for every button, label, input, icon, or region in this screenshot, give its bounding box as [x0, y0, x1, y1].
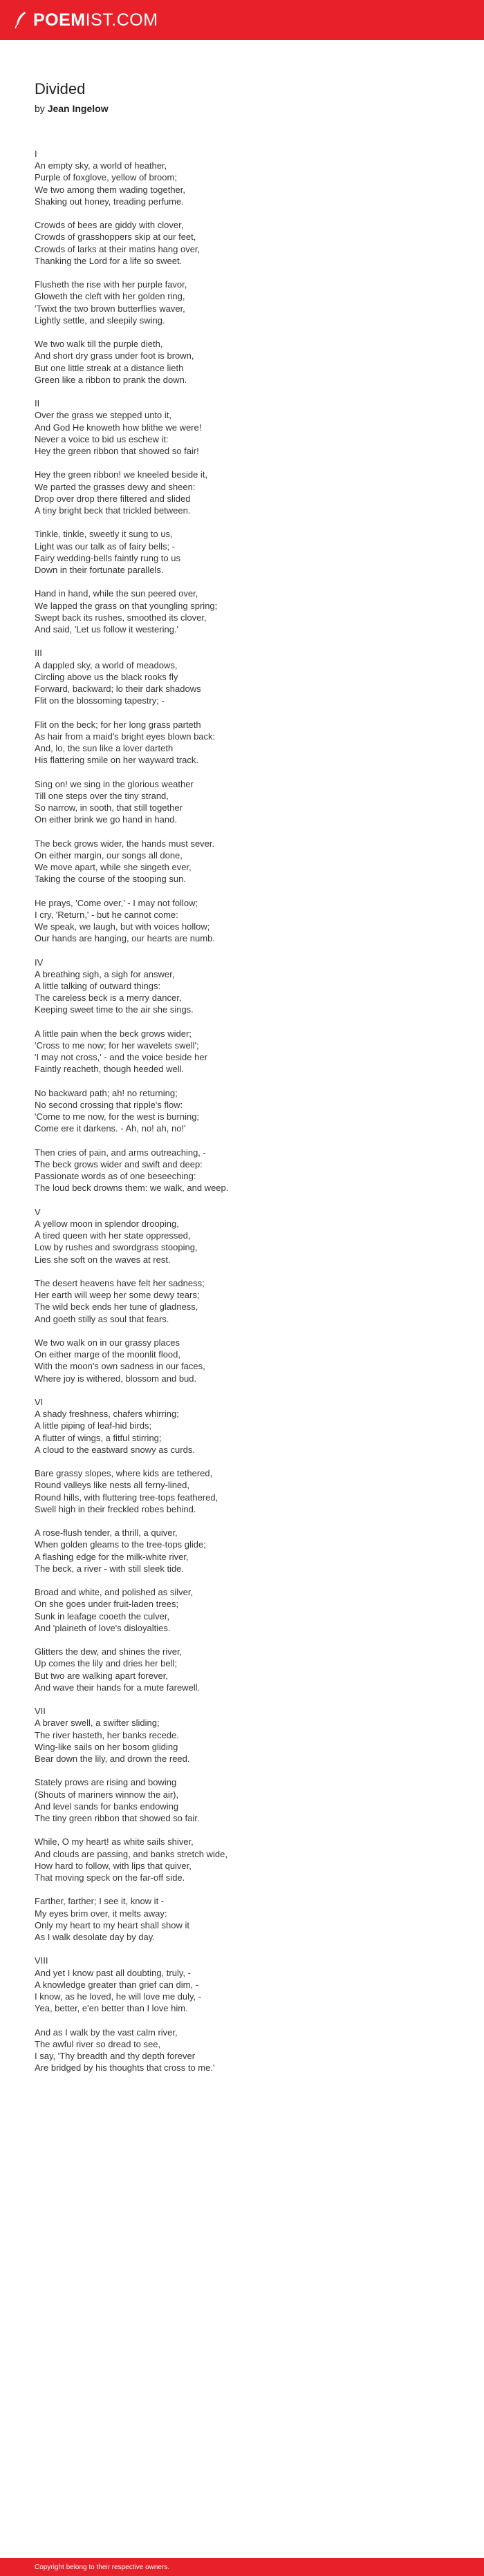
- stanza: [35, 528, 449, 576]
- stanza: [35, 160, 449, 207]
- poem-line: The loud beck drowns them: we walk, and weep.: [35, 1183, 229, 1194]
- poem-line: Forward, backward; lo their dark shadows: [35, 684, 201, 695]
- stanza: [35, 1836, 449, 1883]
- section-number: VIII: [35, 1955, 48, 1966]
- poem-line: Down in their fortunate parallels.: [35, 565, 164, 576]
- logo-text-light: IST.COM: [85, 10, 158, 30]
- stanza: [35, 587, 449, 635]
- poem-line: Round valleys like nests all ferny-lined,: [35, 1480, 189, 1491]
- stanza: [35, 1646, 449, 1693]
- poem-line: And level sands for banks endowing: [35, 1801, 179, 1812]
- poem-line: I say, 'Thy breadth and thy depth forever: [35, 2051, 196, 2062]
- byline: [35, 102, 449, 115]
- stanza: [35, 1218, 449, 1266]
- poem-line: But two are walking apart forever,: [35, 1670, 168, 1681]
- poem-line: Round hills, with fluttering tree-tops feathered,: [35, 1492, 218, 1503]
- stanza: [35, 1717, 449, 1765]
- poem-line: And short dry grass under foot is brown,: [35, 350, 194, 361]
- poem-line: So narrow, in sooth, that still together: [35, 802, 183, 814]
- stanza: [35, 1277, 449, 1325]
- poem-line: And, lo, the sun like a lover darteth: [35, 743, 174, 754]
- stanza: [35, 1337, 449, 1384]
- poem-line: A dappled sky, a world of meadows,: [35, 659, 178, 670]
- poem-line: A rose-flush tender, a thrill, a quiver,: [35, 1527, 178, 1539]
- poem-line: We two walk on in our grassy places: [35, 1337, 180, 1348]
- stanza: [35, 279, 449, 326]
- poem-line: Till one steps over the tiny strand,: [35, 790, 169, 801]
- poem-line: Over the grass we stepped unto it,: [35, 410, 171, 421]
- byline-prefix: by: [35, 103, 45, 114]
- poem-line: Lies she soft on the waves at rest.: [35, 1254, 171, 1265]
- poem-line: Our hands are hanging, our hearts are numb.: [35, 933, 215, 944]
- poem-line: As hair from a maid's bright eyes blown back:: [35, 731, 216, 742]
- poem-line: No second crossing that ripple's flow:: [35, 1100, 183, 1111]
- copyright-text: Copyright belong to their respective owners.: [35, 2563, 170, 2571]
- stanza: [35, 838, 449, 885]
- poem-line: The beck, a river - with still sleek tide.: [35, 1563, 185, 1574]
- poem-body: [35, 148, 449, 2074]
- poem-line: We two walk till the purple dieth,: [35, 339, 163, 350]
- poem-line: Crowds of grasshoppers skip at our feet,: [35, 232, 196, 243]
- poem-line: 'Come to me now, for the west is burning;: [35, 1111, 200, 1122]
- poem-line: Fairy wedding-bells faintly rung to us: [35, 552, 180, 563]
- poem-line: Never a voice to bid us eschew it:: [35, 433, 169, 444]
- poem-line: Hey the green ribbon! we kneeled beside it,: [35, 469, 208, 480]
- stanza: [35, 338, 449, 386]
- poem-line: On either margin, our songs all done,: [35, 849, 183, 861]
- poem-line: A braver swell, a swifter sliding;: [35, 1718, 160, 1729]
- poem-line: Swept back its rushes, smoothed its clover,: [35, 612, 207, 623]
- poem-line: A little piping of leaf-hid birds;: [35, 1420, 152, 1431]
- poem-line: Yea, better, e'en better than I love him.: [35, 2003, 188, 2014]
- poem-line: When golden gleams to the tree-tops glide;: [35, 1539, 206, 1550]
- poem-line: Farther, farther; I see it, know it -: [35, 1896, 165, 1907]
- poem-line: Bare grassy slopes, where kids are tethered,: [35, 1468, 213, 1479]
- poem-line: His flattering smile on her wayward track.: [35, 755, 198, 766]
- poem-line: The tiny green ribbon that showed so fair.: [35, 1813, 200, 1824]
- quill-icon: [14, 11, 28, 29]
- poem-line: As I walk desolate day by day.: [35, 1932, 155, 1943]
- section-number: VI: [35, 1397, 44, 1408]
- poem-line: The river hasteth, her banks recede.: [35, 1729, 179, 1740]
- poem-line: Flusheth the rise with her purple favor,: [35, 279, 187, 290]
- poem-line: I cry, 'Return,' - but he cannot come:: [35, 909, 178, 920]
- poem-line: Gloweth the cleft with her golden ring,: [35, 291, 185, 302]
- section-number: VII: [35, 1706, 46, 1717]
- stanza: [35, 1776, 449, 1824]
- poem-line: A tiny bright beck that trickled between.: [35, 505, 191, 516]
- poem-line: A little talking of outward things:: [35, 981, 161, 992]
- poem-line: Where joy is withered, blossom and bud.: [35, 1373, 197, 1384]
- stanza: [35, 2027, 449, 2074]
- poem-line: Keeping sweet time to the air she sings.: [35, 1004, 194, 1015]
- poem-line: Circling above us the black rooks fly: [35, 671, 178, 682]
- stanza: [35, 1028, 449, 1075]
- poem-line: We speak, we laugh, but with voices hollow;: [35, 921, 210, 932]
- poem-line: Passionate words as of one beseeching:: [35, 1171, 196, 1182]
- poem-line: Flit on the blossoming tapestry; -: [35, 695, 165, 706]
- poem-line: Wing-like sails on her bosom gliding: [35, 1741, 178, 1752]
- poem-line: Stately prows are rising and bowing: [35, 1777, 177, 1788]
- poem-line: How hard to follow, with lips that quiver,: [35, 1860, 192, 1871]
- stanza: [35, 719, 449, 767]
- stanza: [35, 1147, 449, 1194]
- section-number: II: [35, 398, 40, 409]
- poem-line: And yet I know past all doubting, truly, -: [35, 1967, 191, 1978]
- poem-line: Hey the green ribbon that showed so fair!: [35, 446, 199, 457]
- poem-line: Crowds of larks at their matins hang over,: [35, 243, 201, 254]
- poem-line: A yellow moon in splendor drooping,: [35, 1219, 179, 1230]
- stanza: [35, 1586, 449, 1634]
- poem-line: And wave their hands for a mute farewell.: [35, 1682, 201, 1693]
- header-bar: [0, 0, 484, 40]
- poem-line: Green like a ribbon to prank the down.: [35, 374, 187, 385]
- poem-line: Taking the course of the stooping sun.: [35, 874, 186, 885]
- stanza: [35, 1408, 449, 1456]
- stanza: [35, 1467, 449, 1515]
- poem-line: Then cries of pain, and arms outreaching, -: [35, 1147, 206, 1158]
- poem-line: Tinkle, tinkle, sweetly it sung to us,: [35, 529, 173, 540]
- poem-line: We parted the grasses dewy and sheen:: [35, 481, 196, 492]
- poem-line: Sing on! we sing in the glorious weather: [35, 778, 194, 789]
- poem-line: A little pain when the beck grows wider;: [35, 1028, 192, 1039]
- site-logo[interactable]: [14, 10, 158, 30]
- poem-line: On she goes under fruit-laden trees;: [35, 1599, 179, 1610]
- poem-line: Purple of foxglove, yellow of broom;: [35, 172, 177, 183]
- poem-line: My eyes brim over, it melts away:: [35, 1908, 167, 1919]
- poem-line: The beck grows wider and swift and deep:: [35, 1159, 203, 1170]
- poem-line: Broad and white, and polished as silver,: [35, 1587, 194, 1598]
- poem-line: A knowledge greater than grief can dim, -: [35, 1979, 199, 1990]
- poem-line: The careless beck is a merry dancer,: [35, 993, 182, 1004]
- poem-line: Bear down the lily, and drown the reed.: [35, 1754, 190, 1765]
- poem-line: We lapped the grass on that youngling spring;: [35, 600, 218, 611]
- poem-line: Low by rushes and swordgrass stooping,: [35, 1242, 198, 1253]
- stanza: [35, 968, 449, 1016]
- stanza: [35, 469, 449, 516]
- poem-line: And clouds are passing, and banks stretch wide,: [35, 1848, 227, 1859]
- stanza: [35, 1087, 449, 1135]
- poem-line: With the moon's own sadness in our faces,: [35, 1361, 205, 1372]
- poem-line: Her earth will weep her some dewy tears;: [35, 1290, 200, 1301]
- stanza: [35, 897, 449, 945]
- stanza: [35, 778, 449, 826]
- poem-line: On either brink we go hand in hand.: [35, 814, 177, 825]
- poem-line: But one little streak at a distance lieth: [35, 362, 184, 373]
- poem-line: Crowds of bees are giddy with clover,: [35, 220, 184, 231]
- stanza: [35, 1895, 449, 1943]
- stanza: [35, 1967, 449, 2015]
- stanza: [35, 219, 449, 267]
- poem-line: Hand in hand, while the sun peered over,: [35, 588, 198, 599]
- poem-line: Up comes the lily and dries her bell;: [35, 1658, 177, 1669]
- poem-line: Faintly reacheth, though heeded well.: [35, 1064, 185, 1075]
- poem-line: The wild beck ends her tune of gladness,: [35, 1301, 198, 1313]
- poem-line: A shady freshness, chafers whirring;: [35, 1409, 179, 1420]
- poem-line: He prays, 'Come over,' - I may not follow;: [35, 897, 198, 908]
- stanza: [35, 1527, 449, 1574]
- poem-line: A flutter of wings, a fitful stirring;: [35, 1432, 162, 1443]
- poem-line: 'I may not cross,' - and the voice beside her: [35, 1052, 207, 1063]
- section-number: I: [35, 149, 37, 159]
- poem-line: The awful river so dread to see,: [35, 2038, 161, 2049]
- poem-line: 'Twixt the two brown butterflies waver,: [35, 303, 185, 314]
- author-link[interactable]: Jean Ingelow: [47, 103, 109, 114]
- poem-line: An empty sky, a world of heather,: [35, 160, 167, 171]
- poem-line: 'Cross to me now; for her wavelets swell';: [35, 1040, 199, 1051]
- poem-line: Flit on the beck; for her long grass parteth: [35, 719, 201, 730]
- poem-line: A cloud to the eastward snowy as curds.: [35, 1444, 195, 1455]
- poem-line: Drop over drop there filtered and slided: [35, 493, 191, 504]
- poem-line: A tired queen with her state oppressed,: [35, 1230, 191, 1241]
- poem-line: We two among them wading together,: [35, 184, 185, 195]
- poem-line: And God He knoweth how blithe we were!: [35, 422, 202, 433]
- footer-bar: [0, 2558, 484, 2576]
- poem-line: Sunk in leafage cooeth the culver,: [35, 1610, 170, 1621]
- poem-line: No backward path; ah! no returning;: [35, 1087, 178, 1098]
- poem-line: Are bridged by his thoughts that cross to me.': [35, 2062, 215, 2074]
- poem-content: [35, 80, 449, 2086]
- poem-line: While, O my heart! as white sails shiver,: [35, 1836, 194, 1848]
- poem-line: That moving speck on the far-off side.: [35, 1872, 185, 1883]
- poem-line: Shaking out honey, treading perfume.: [35, 196, 184, 207]
- poem-line: The desert heavens have felt her sadness;: [35, 1278, 205, 1289]
- logo-text-bold: POEM: [33, 10, 86, 30]
- section-number: IV: [35, 957, 44, 968]
- poem-line: And goeth stilly as soul that fears.: [35, 1313, 169, 1324]
- poem-line: A breathing sigh, a sigh for answer,: [35, 968, 175, 979]
- poem-line: On either marge of the moonlit flood,: [35, 1349, 181, 1360]
- stanza: [35, 409, 449, 457]
- poem-line: The beck grows wider, the hands must sever.: [35, 838, 215, 849]
- poem-line: Only my heart to my heart shall show it: [35, 1919, 189, 1930]
- section-number: III: [35, 648, 42, 659]
- poem-line: Swell high in their freckled robes behind.: [35, 1503, 196, 1514]
- section-number: V: [35, 1206, 41, 1217]
- poem-line: (Shouts of mariners winnow the air),: [35, 1789, 179, 1800]
- poem-title: Divided: [35, 80, 86, 97]
- poem-line: Glitters the dew, and shines the river,: [35, 1646, 183, 1657]
- poem-line: I know, as he loved, he will love me duly, -: [35, 1991, 202, 2002]
- stanza: [35, 659, 449, 707]
- poem-line: Lightly settle, and sleepily swing.: [35, 314, 165, 326]
- poem-line: Light was our talk as of fairy bells; -: [35, 540, 176, 552]
- poem-line: And said, 'Let us follow it westering.': [35, 624, 179, 635]
- poem-line: And 'plaineth of love's disloyalties.: [35, 1622, 171, 1633]
- poem-line: A flashing edge for the milk-white river,: [35, 1551, 189, 1562]
- poem-line: Thanking the Lord for a life so sweet.: [35, 255, 183, 266]
- poem-line: We move apart, while she singeth ever,: [35, 862, 192, 873]
- poem-line: And as I walk by the vast calm river,: [35, 2027, 178, 2038]
- poem-line: Come ere it darkens. - Ah, no! ah, no!': [35, 1123, 186, 1134]
